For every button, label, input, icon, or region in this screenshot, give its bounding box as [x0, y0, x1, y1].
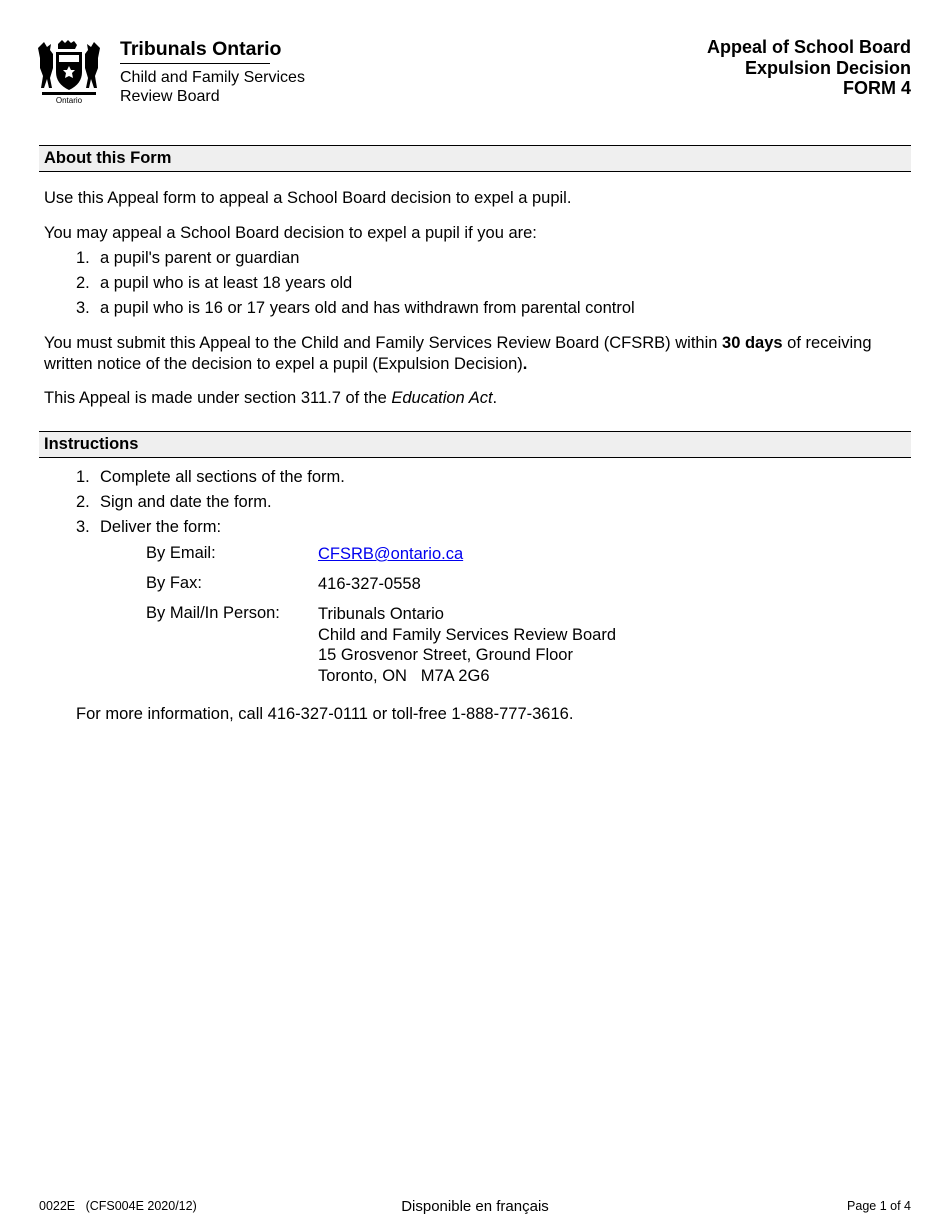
eligibility-list [76, 248, 635, 323]
deadline-days: 30 days [722, 334, 783, 352]
mail-label: By Mail/In Person: [146, 604, 280, 622]
list-item: 1. a pupil's parent or guardian [76, 249, 300, 267]
organization-name: Tribunals Ontario [120, 38, 282, 60]
french-availability: Disponible en français [401, 1198, 549, 1215]
form-code: 0022E (CFS004E 2020/12) [39, 1199, 197, 1213]
organization-block [120, 38, 305, 106]
fax-label: By Fax: [146, 574, 202, 592]
legal-basis: This Appeal is made under section 311.7 of the Education Act. [44, 389, 498, 407]
mailing-address [318, 604, 616, 686]
address-line: Toronto, ON M7A 2G6 [318, 666, 490, 685]
ontario-coat-of-arms-logo [36, 38, 102, 106]
list-item: 3. a pupil who is 16 or 17 years old and has withdrawn from parental control [76, 299, 635, 317]
address-line: Tribunals Ontario [318, 605, 444, 623]
form-title [707, 37, 911, 99]
board-name-line-2: Review Board [120, 88, 220, 105]
list-item: 1. Complete all sections of the form. [76, 468, 345, 486]
act-name: Education Act [391, 389, 493, 407]
organization-divider [120, 63, 270, 64]
about-intro: Use this Appeal form to appeal a School Board decision to expel a pupil. [44, 189, 572, 207]
email-label: By Email: [146, 544, 216, 562]
board-name-line-1: Child and Family Services [120, 69, 305, 86]
about-section-heading: About this Form [39, 145, 911, 172]
list-item: 3. Deliver the form: [76, 518, 222, 536]
page-number: Page 1 of 4 [847, 1199, 911, 1213]
address-line: Child and Family Services Review Board [318, 625, 617, 644]
form-title-line-1: Appeal of School Board [706, 37, 911, 57]
instructions-list [76, 467, 345, 542]
form-title-line-2: Expulsion Decision [744, 57, 911, 78]
more-info: For more information, call 416-327-0111 or toll-free 1-888-777-3616. [76, 705, 574, 723]
logo-caption: Ontario [55, 96, 83, 105]
eligibility-intro: You may appeal a School Board decision to expel a pupil if you are: [44, 224, 537, 242]
email-link[interactable]: CFSRB@ontario.ca [318, 545, 464, 563]
fax-number: 416-327-0558 [318, 575, 421, 593]
deadline-paragraph: You must submit this Appeal to the Child and Family Services Review Board (CFSRB) within 30 days of receiving written notice of the decision to expel a pupil (Expulsion Decision). [44, 334, 872, 373]
address-line: 15 Grosvenor Street, Ground Floor [318, 646, 573, 664]
list-item: 2. Sign and date the form. [76, 493, 272, 511]
form-number: FORM 4 [842, 78, 911, 98]
list-item: 2. a pupil who is at least 18 years old [76, 274, 353, 292]
instructions-section-heading: Instructions [39, 431, 911, 458]
